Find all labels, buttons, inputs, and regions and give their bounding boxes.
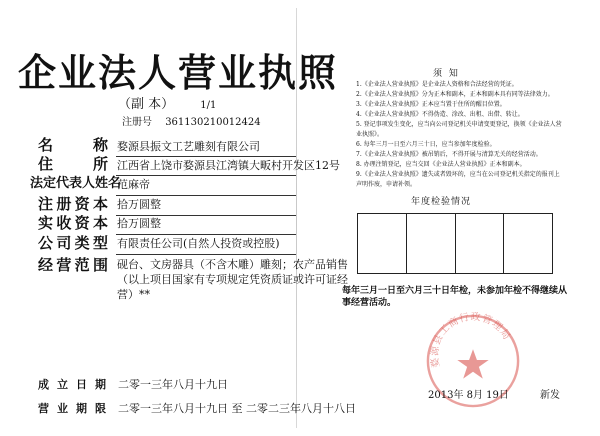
inspection-cell [407, 214, 456, 273]
label-char: 围 [92, 256, 108, 274]
field-label [38, 214, 108, 232]
page-number: 1/1 [200, 100, 217, 111]
underline [116, 215, 296, 216]
label-char: 住 [38, 155, 54, 173]
issue-place: 新发 [540, 390, 560, 401]
company-name-value: 婺源县振文工艺雕刻有限公司 [117, 140, 260, 153]
license-title: 企业法人营业执照 [18, 51, 339, 95]
label-char: 所 [92, 155, 108, 173]
inspection-cell [456, 214, 505, 273]
notice-item: 5. 登记事项发生变化，应当向公司登记机关申请变更登记，换领《企业法人营业执照》。 [356, 121, 562, 138]
registration-number: 361130210012424 [165, 117, 261, 128]
copy-label-row [118, 93, 216, 112]
inspection-cell [504, 214, 552, 273]
copy-label: （副 本） [118, 97, 175, 112]
label-char: 类 [74, 234, 90, 252]
label-text: 法定代表人姓名 [30, 176, 122, 191]
underline [116, 175, 296, 176]
notice-item: 6. 每年三月一日至六月三十日，应当参加年度检验。 [356, 141, 496, 148]
notice-item: 2.《企业法人营业执照》分为正本和副本，正本和副本具有同等法律效力。 [356, 91, 554, 98]
label-char: 成 [38, 378, 49, 391]
business-term-value: 二零一三年八月十九日 至 二零二三年八月十八日 [118, 402, 356, 415]
inspection-grid [357, 213, 553, 274]
label-char: 限 [95, 402, 106, 415]
legal-rep-value: 范麻帝 [117, 178, 150, 191]
annual-inspection-note: 每年三月一日至六月三十日年检，未参加年检不得继续从事经营活动。 [342, 286, 568, 308]
label-char: 期 [95, 378, 106, 391]
notice-item: 4.《企业法人营业执照》不得伪造、涂改、出租、出借、转让。 [356, 111, 524, 118]
notice-item: 3.《企业法人营业执照》正本应当置于住所的醒目位置。 [356, 101, 506, 108]
field-label [30, 175, 122, 193]
registration-label: 注册号 [122, 117, 152, 128]
field-label [38, 234, 108, 252]
label-char: 资 [74, 214, 90, 232]
address-value: 江西省上饶市婺源县江湾镇大畈村开发区12号 [117, 159, 340, 172]
underline [116, 234, 296, 235]
label-char: 本 [92, 214, 108, 232]
label-char: 业 [57, 402, 68, 415]
notice-item: 1.《企业法人营业执照》是企业法人资格和合法经营的凭证。 [356, 81, 518, 88]
label-char: 实 [38, 214, 54, 232]
label-char: 期 [76, 402, 87, 415]
label-char: 司 [56, 234, 72, 252]
label-char: 本 [92, 195, 108, 213]
label-char: 经 [38, 256, 54, 274]
established-date-value: 二零一三年八月十九日 [118, 378, 228, 391]
field-label [38, 195, 108, 213]
notice-item: 8. 办理注销登记，应当交回《企业法人营业执照》正本和副本。 [356, 161, 526, 168]
label-char: 称 [92, 136, 108, 154]
field-label [38, 155, 108, 173]
inspection-cell [358, 214, 407, 273]
date-label [38, 400, 106, 416]
paid-capital-value: 拾万圆整 [117, 217, 161, 230]
notice-item: 7.《企业法人营业执照》被吊销后，不得开展与清算无关的经营活动。 [356, 151, 542, 158]
label-char: 营 [56, 256, 72, 274]
registered-capital-value: 拾万圆整 [117, 198, 161, 211]
business-scope-value: 砚台、文房器具（不含木雕）雕刻；农产品销售（以上项目国家有专项规定凭资质证或许可证经营）** [117, 258, 348, 301]
field-label [38, 136, 108, 154]
inspection-title: 年度检验情况 [411, 197, 472, 207]
label-char: 公 [38, 234, 54, 252]
notice-title: 须 知 [433, 69, 460, 79]
seal-text: 婺源县工商行政管理局 [429, 312, 513, 369]
underline [116, 195, 296, 196]
issue-date: 2013年 8月 19日 [428, 390, 509, 401]
label-char: 注 [38, 195, 54, 213]
company-type-value: 有限责任公司(自然人投资或控股) [117, 237, 280, 250]
label-char: 营 [38, 402, 49, 415]
label-char: 型 [92, 234, 108, 252]
notice-item: 9.《企业法人营业执照》遗失或者毁坏的，应当在公司登记机关指定的报刊上声明作废，申请补领。 [356, 171, 560, 188]
underline [116, 156, 296, 157]
label-char: 资 [74, 195, 90, 213]
notice-list [356, 80, 562, 190]
label-char: 名 [38, 136, 54, 154]
label-char: 册 [56, 195, 72, 213]
seal-star-icon [457, 349, 488, 378]
field-label [38, 256, 108, 274]
label-char: 收 [56, 214, 72, 232]
registration-number-row [122, 113, 261, 128]
label-char: 立 [57, 378, 68, 391]
date-label [38, 376, 106, 392]
label-char: 范 [74, 256, 90, 274]
label-char: 日 [76, 378, 87, 391]
underline [116, 254, 296, 255]
